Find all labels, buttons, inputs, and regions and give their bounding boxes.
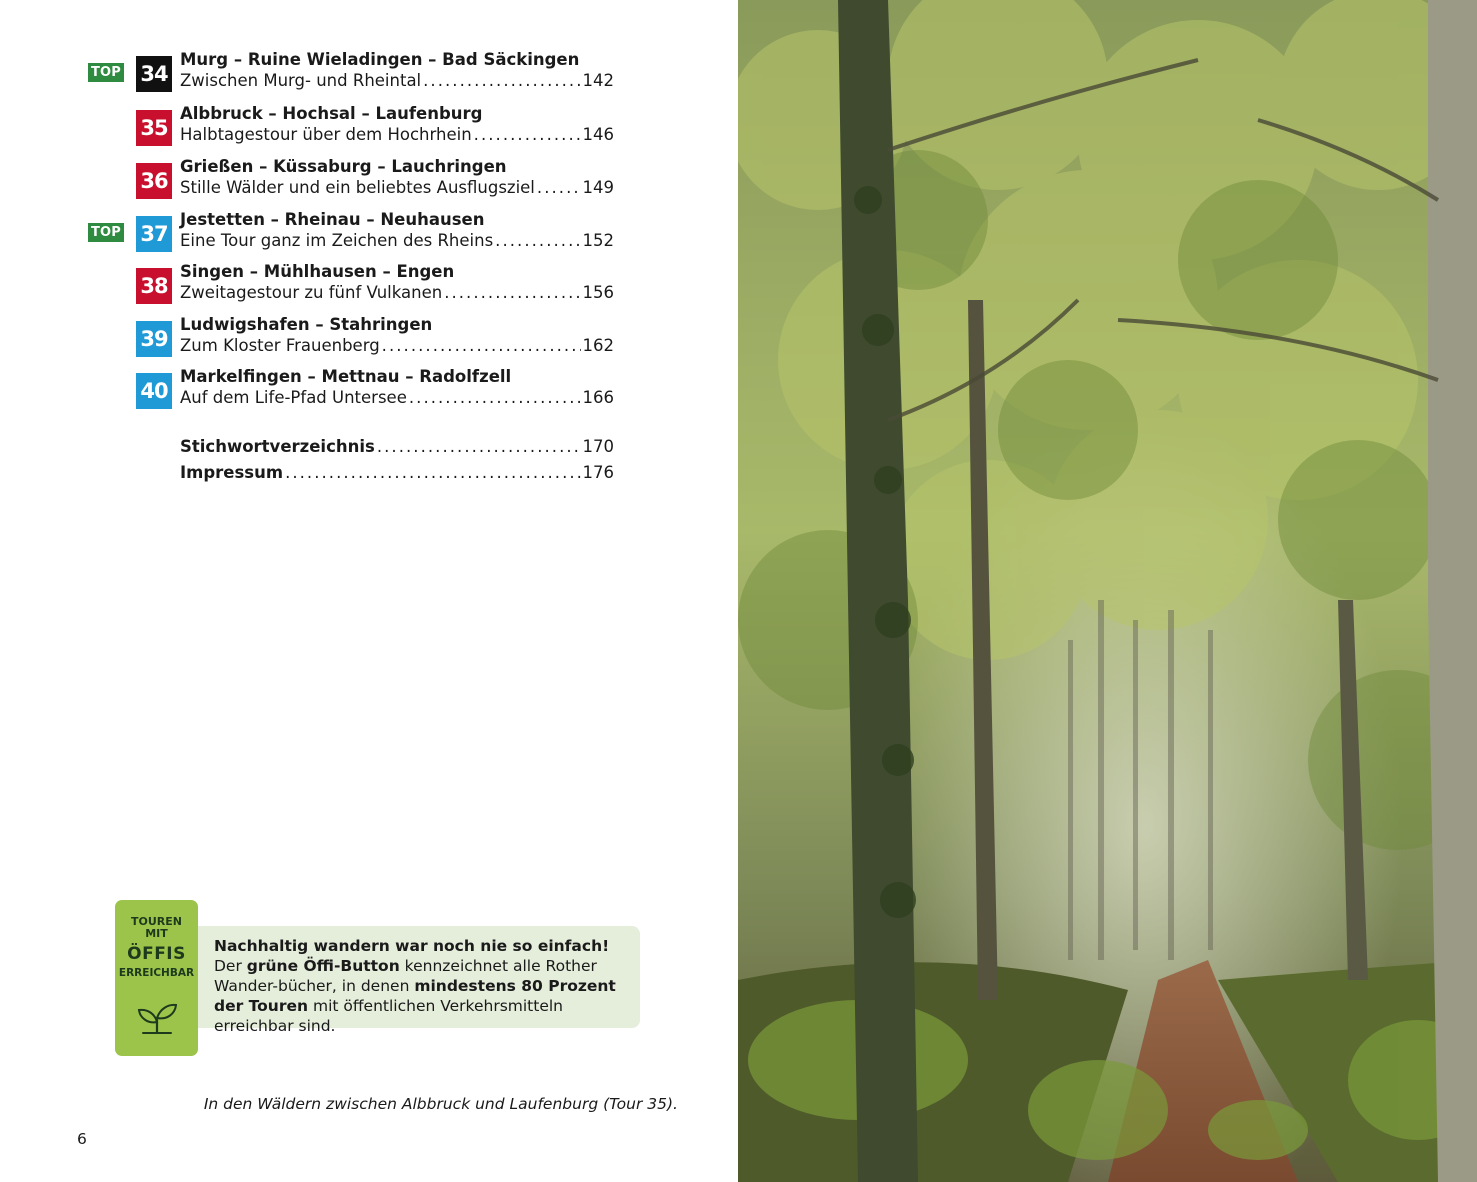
oeffi-badge-erreichbar: ERREICHBAR xyxy=(118,967,195,979)
toc-imprint-entry[interactable] xyxy=(180,462,614,483)
oeffi-badge-line1 xyxy=(115,916,198,940)
toc-leader-dots xyxy=(382,335,581,356)
toc-entry[interactable] xyxy=(0,50,738,104)
tour-title: Jestetten – Rheinau – Neuhausen xyxy=(180,210,485,229)
tour-number-badge: 40 xyxy=(136,373,172,409)
tour-subtitle: Eine Tour ganz im Zeichen des Rheins xyxy=(180,231,494,250)
tour-number-badge: 35 xyxy=(136,110,172,146)
tour-title: Grießen – Küssaburg – Lauchringen xyxy=(180,157,507,176)
toc-entry[interactable] xyxy=(0,315,738,369)
tour-subtitle: Zwischen Murg- und Rheintal xyxy=(180,71,422,90)
tour-subtitle: Zweitagestour zu fünf Vulkanen xyxy=(180,283,443,302)
tour-number-badge: 38 xyxy=(136,268,172,304)
tour-page-number: 156 xyxy=(582,283,614,302)
photo-caption: In den Wäldern zwischen Albbruck und Laufenburg (Tour 35). xyxy=(203,1095,678,1113)
toc-imprint-label: Impressum xyxy=(180,463,284,482)
left-page xyxy=(0,0,738,1182)
tour-title: Markelfingen – Mettnau – Radolfzell xyxy=(180,367,512,386)
tour-number-badge: 36 xyxy=(136,163,172,199)
tour-number-badge: 37 xyxy=(136,216,172,252)
top-badge: TOP xyxy=(88,63,124,82)
oeffi-info-text xyxy=(214,936,634,1036)
tour-subtitle-line xyxy=(180,70,614,91)
toc-leader-dots xyxy=(495,230,580,251)
tour-number-badge: 34 xyxy=(136,56,172,92)
tour-subtitle-line xyxy=(180,230,614,251)
toc-entry[interactable] xyxy=(0,157,738,211)
info-oeffi-button-term: grüne Öffi-Button xyxy=(246,957,400,975)
sprout-icon xyxy=(134,1000,180,1036)
toc-entry[interactable] xyxy=(0,210,738,264)
tour-subtitle: Auf dem Life-Pfad Untersee xyxy=(180,388,407,407)
tour-page-number: 149 xyxy=(582,178,614,197)
info-text-part: mit öffentlichen Verkehrsmitteln erreichbar sind. xyxy=(214,997,563,1035)
tour-subtitle: Halbtagestour über dem Hochrhein xyxy=(180,125,472,144)
toc-leader-dots xyxy=(474,124,581,145)
tour-title: Ludwigshafen – Stahringen xyxy=(180,315,433,334)
toc-leader-dots xyxy=(409,387,581,408)
oeffi-badge-oeffis: ÖFFIS xyxy=(127,944,186,964)
toc-leader-dots xyxy=(537,177,581,198)
top-badge: TOP xyxy=(88,223,124,242)
toc-imprint-page: 176 xyxy=(582,463,614,482)
info-percentage-term: mindestens 80 Prozent der Touren xyxy=(214,977,616,1015)
oeffi-badge-mit: MIT xyxy=(145,927,168,940)
oeffi-info-box xyxy=(198,926,640,1035)
tour-subtitle-line xyxy=(180,124,614,145)
info-text-part: Der xyxy=(214,957,247,975)
forest-illustration xyxy=(738,0,1477,1182)
info-text-part: kennzeichnet alle Rother Wander-bücher, in denen xyxy=(214,957,597,995)
toc-entry[interactable] xyxy=(0,104,738,158)
toc-leader-dots xyxy=(423,70,580,91)
tour-page-number: 162 xyxy=(582,336,614,355)
toc-leader-dots xyxy=(285,462,580,483)
toc-leader-dots xyxy=(444,282,580,303)
tour-title: Murg – Ruine Wieladingen – Bad Säckingen xyxy=(180,50,580,69)
tour-number-badge: 39 xyxy=(136,321,172,357)
tour-page-number: 142 xyxy=(582,71,614,90)
tour-title: Albbruck – Hochsal – Laufenburg xyxy=(180,104,483,123)
tour-subtitle: Zum Kloster Frauenberg xyxy=(180,336,380,355)
tour-page-number: 166 xyxy=(582,388,614,407)
oeffi-button-badge xyxy=(115,900,198,1056)
toc-index-label: Stichwortverzeichnis xyxy=(180,437,375,456)
toc-entry[interactable] xyxy=(0,262,738,316)
oeffi-badge-touren: TOUREN xyxy=(131,915,182,928)
toc-leader-dots xyxy=(377,436,581,457)
tour-title: Singen – Mühlhausen – Engen xyxy=(180,262,455,281)
tour-page-number: 146 xyxy=(582,125,614,144)
forest-path-photo xyxy=(738,0,1477,1182)
tour-subtitle: Stille Wälder und ein beliebtes Ausflugsziel xyxy=(180,178,535,197)
tour-subtitle-line xyxy=(180,177,614,198)
tour-subtitle-line xyxy=(180,335,614,356)
page-number: 6 xyxy=(77,1130,87,1148)
toc-index-entry[interactable] xyxy=(180,436,614,457)
toc-entry[interactable] xyxy=(0,367,738,421)
toc-index-page: 170 xyxy=(582,437,614,456)
info-headline: Nachhaltig wandern war noch nie so einfach! xyxy=(214,937,610,955)
tour-page-number: 152 xyxy=(582,231,614,250)
tour-subtitle-line xyxy=(180,282,614,303)
tour-subtitle-line xyxy=(180,387,614,408)
